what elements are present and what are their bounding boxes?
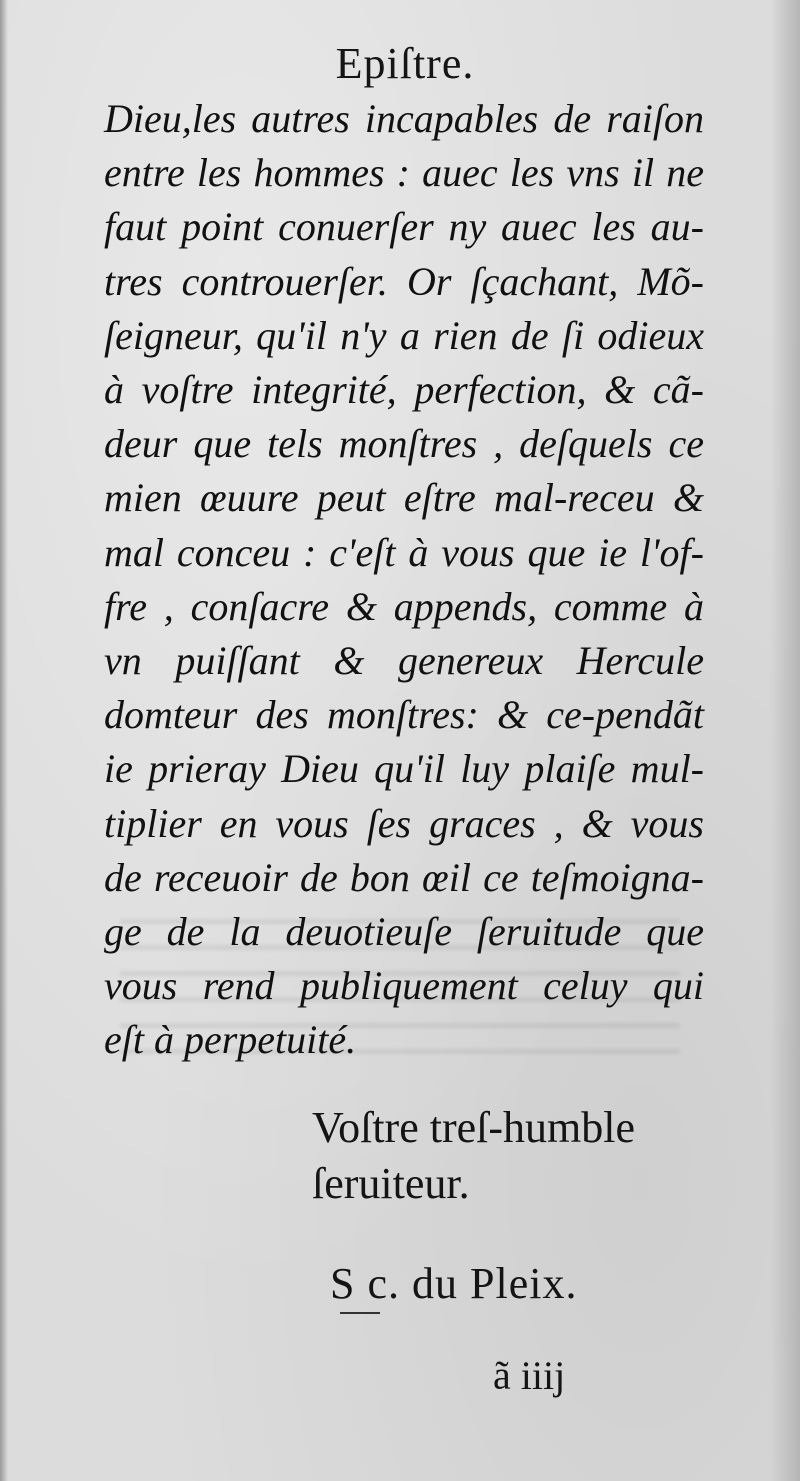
body-line: vn puiſſant & genereux Hercule [104,638,704,684]
body-text [104,92,704,1068]
body-line: faut point conuerſer ny auec les au- [104,204,704,250]
body-line: eſt à perpetuité. [104,1017,357,1063]
body-line: ge de la deuotieuſe ſeruitude que [104,909,704,955]
body-line: fre , conſacre & appends, comme à [104,583,704,629]
body-line: ſeigneur, qu'il n'y a rien de ſi odieux [104,312,704,358]
running-head: Epiſtre. [335,39,475,88]
signature-underline [340,1312,380,1314]
body-line: Dieu,les autres incapables de raiſon [104,96,704,141]
body-line: mal conceu : c'eſt à vous que ie l'of- [104,529,704,575]
body-line: mien œuure peut eſtre mal-receu & [104,475,704,521]
signature-mark: ã iiij [493,1353,566,1398]
body-line: à voſtre integrité, perfection, & cã- [104,367,704,413]
closing-salutation [312,1100,635,1212]
body-line: entre les hommes : auec les vns il ne [104,150,704,196]
body-line: ie prieray Dieu qu'il luy plaiſe mul- [104,746,704,792]
body-line: tres controuerſer. Or ſçachant, Mõ- [104,258,704,304]
page-edge-right [770,0,800,1481]
page-edge-left [0,0,8,1481]
body-line: vous rend publiquement celuy qui [104,963,704,1009]
signature: S c. du Pleix. [330,1259,578,1308]
closing-line: Voſtre treſ-humble [312,1103,635,1152]
body-line: de receuoir de bon œil ce teſmoigna- [104,854,704,900]
body-line: tiplier en vous ſes graces , & vous [104,800,704,846]
body-line: deur que tels monſtres , deſquels ce [104,421,704,467]
closing-line: ſeruiteur. [312,1159,470,1208]
body-line: domteur des monſtres: & ce-pendãt [104,692,704,738]
